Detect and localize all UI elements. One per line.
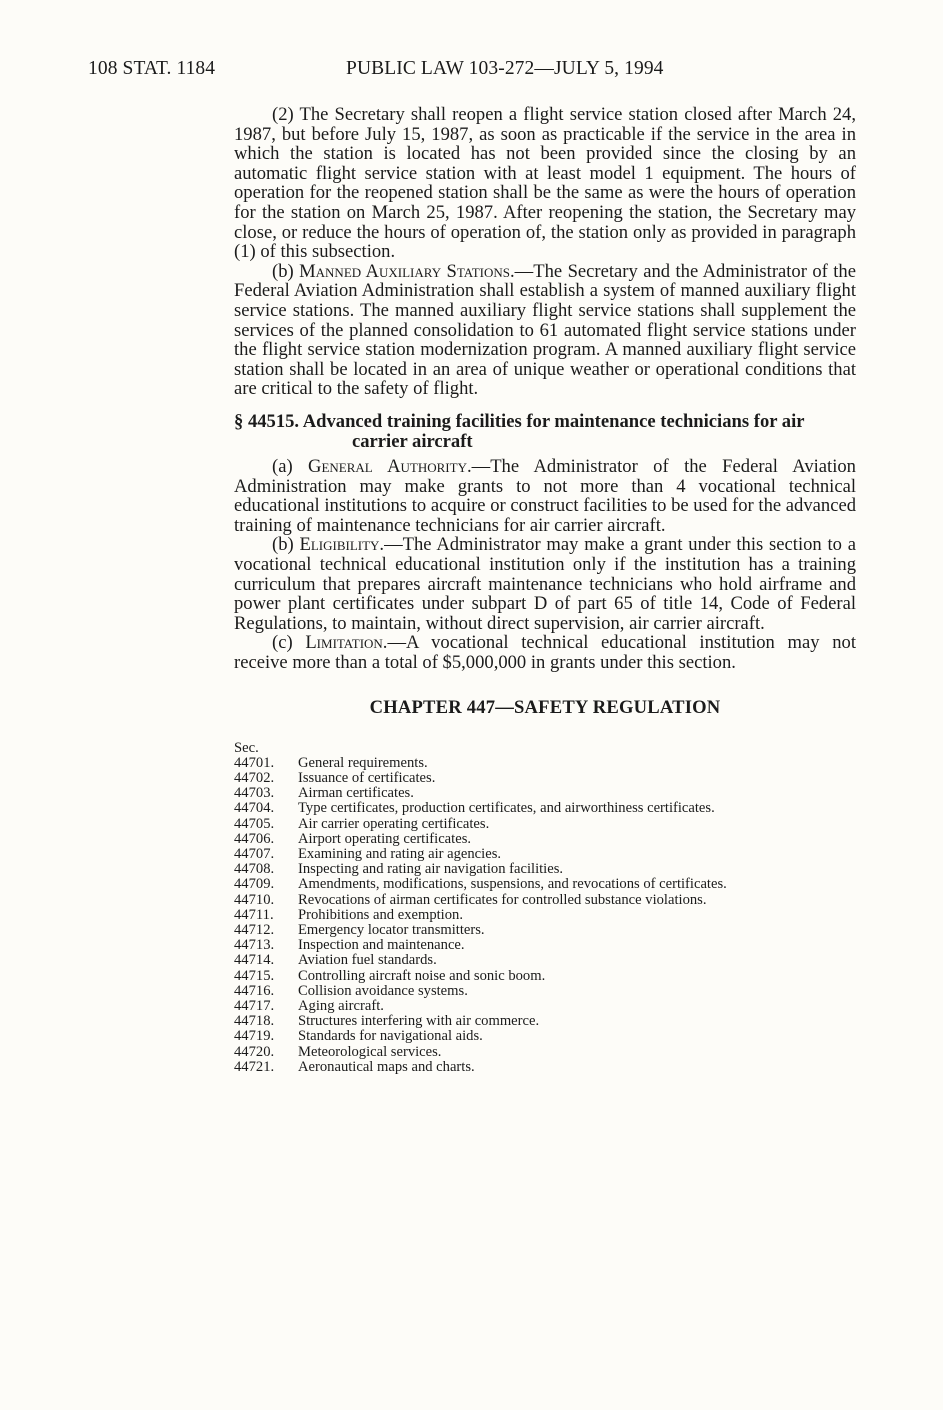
toc-section-number: 44710. (234, 891, 275, 908)
subsection-heading: General Authority. (308, 456, 472, 478)
subsection-heading: Limitation. (305, 632, 388, 654)
toc-section-title: Air carrier operating certificates. (298, 815, 490, 832)
toc-section-number: 44708. (234, 861, 275, 878)
toc-section-title: Standards for navigational aids. (298, 1028, 483, 1045)
toc-section-title: Aeronautical maps and charts. (298, 1058, 475, 1075)
subsection-b-manned-auxiliary (234, 262, 856, 399)
toc-sec-label: Sec. (234, 739, 259, 756)
toc-section-title: Issuance of certificates. (298, 770, 436, 787)
toc-entry (234, 771, 856, 786)
chapter-table-of-contents (234, 741, 856, 1075)
chapter-title: CHAPTER 447—SAFETY REGULATION (369, 696, 721, 718)
toc-section-title: Type certificates, production certificates, and airworthiness certificates. (298, 800, 715, 817)
section-number: § 44515. (234, 410, 300, 432)
toc-entry (234, 1045, 856, 1060)
toc-section-title: Airport operating certificates. (298, 830, 472, 847)
toc-section-title: Collision avoidance systems. (298, 982, 468, 999)
toc-section-number: 44712. (234, 922, 275, 939)
toc-section-number: 44702. (234, 770, 275, 787)
toc-entry (234, 969, 856, 984)
toc-entry (234, 953, 856, 968)
toc-section-title: Structures interfering with air commerce. (298, 1013, 540, 1030)
toc-section-number: 44717. (234, 998, 275, 1015)
toc-entry (234, 893, 856, 908)
subsection-c-limitation (234, 633, 856, 672)
toc-entry (234, 877, 856, 892)
toc-entry (234, 1029, 856, 1044)
toc-section-title: Airman certificates. (298, 785, 414, 802)
toc-section-number: 44718. (234, 1013, 275, 1030)
toc-section-title: Examining and rating air agencies. (298, 846, 502, 863)
toc-section-number: 44711. (234, 906, 274, 923)
toc-entry (234, 847, 856, 862)
toc-entry (234, 999, 856, 1014)
toc-section-title: Amendments, modifications, suspensions, and revocations of certificates. (298, 876, 727, 893)
subsection-heading: Eligibility. (299, 534, 385, 556)
toc-entry (234, 1060, 856, 1075)
subsection-label: (a) (272, 456, 309, 478)
toc-entry (234, 832, 856, 847)
toc-section-number: 44707. (234, 846, 275, 863)
toc-section-title: Aging aircraft. (298, 998, 384, 1015)
toc-section-title: Controlling aircraft noise and sonic boom. (298, 967, 546, 984)
toc-section-title: Inspection and maintenance. (298, 937, 465, 954)
stat-reference: 108 STAT. 1184 (88, 58, 216, 79)
section-title: Advanced training facilities for maintenance technicians for air carrier aircraft (302, 410, 805, 452)
toc-section-number: 44713. (234, 937, 275, 954)
toc-entry (234, 786, 856, 801)
subsection-heading: Manned Auxiliary Stations. (299, 260, 515, 282)
toc-entry (234, 817, 856, 832)
toc-section-number: 44721. (234, 1058, 275, 1075)
toc-section-number: 44715. (234, 967, 275, 984)
toc-section-number: 44703. (234, 785, 275, 802)
toc-section-title: Emergency locator transmitters. (298, 922, 485, 939)
toc-section-number: 44720. (234, 1043, 275, 1060)
subsection-text: —The Administrator may make a grant under this section to a vocational technical educational institution only if the institution has a training curriculum that prepares aircraft maintenance technicians who hold airframe and power plant certificates under subpart D of part 65 of title 14, Code of Federal Regulations, to maintain, without direct supervision, air carrier aircraft. (234, 534, 856, 634)
toc-section-number: 44714. (234, 952, 275, 969)
toc-section-number: 44705. (234, 815, 275, 832)
toc-entry (234, 938, 856, 953)
subsection-label: (b) (272, 534, 300, 556)
toc-entry (234, 756, 856, 771)
subsection-b-eligibility (234, 535, 856, 633)
subsection-text: —The Administrator of the Federal Aviation Administration may make grants to not more than 4 vocational technical educational institutions to acquire or construct facilities to be used for the advanced training of maintenance technicians for air carrier aircraft. (234, 456, 856, 536)
section-heading (234, 412, 856, 451)
main-text (234, 105, 856, 1075)
toc-list (234, 756, 856, 1075)
toc-section-title: Aviation fuel standards. (298, 952, 437, 969)
toc-entry (234, 923, 856, 938)
paragraph-2: (2) The Secretary shall reopen a flight service station closed after March 24, 1987, but before July 15, 1987, as soon as practicable if the service in the area in which the station is located has not been provided since the closing by an automatic flight service station with at least model 1 equipment. The hours of operation for the reopened station shall be the same as were the hours of operation for the station on March 25, 1987. After reopening the station, the Secretary may close, or reduce the hours of operation of, the station only as provided in paragraph (1) of this subsection. (234, 104, 856, 263)
toc-section-number: 44706. (234, 830, 275, 847)
toc-section-title: Inspecting and rating air navigation facilities. (298, 861, 564, 878)
toc-section-title: Meteorological services. (298, 1043, 442, 1060)
toc-section-title: Revocations of airman certificates for controlled substance violations. (298, 891, 707, 908)
subsection-a-general-authority (234, 457, 856, 535)
toc-section-number: 44719. (234, 1028, 275, 1045)
subsection-text: —A vocational technical educational institution may not receive more than a total of $5,000,000 in grants under this section. (234, 632, 856, 674)
toc-section-title: Prohibitions and exemption. (298, 906, 463, 923)
toc-entry (234, 862, 856, 877)
toc-entry (234, 1014, 856, 1029)
subsection-label: (b) (272, 260, 300, 282)
toc-entry (234, 908, 856, 923)
toc-section-number: 44716. (234, 982, 275, 999)
running-header (88, 58, 858, 84)
toc-section-title: General requirements. (298, 754, 428, 771)
toc-entry (234, 984, 856, 999)
public-law-reference: PUBLIC LAW 103-272—JULY 5, 1994 (346, 58, 664, 79)
toc-section-number: 44709. (234, 876, 275, 893)
toc-entry (234, 801, 856, 816)
toc-section-number: 44704. (234, 800, 275, 817)
subsection-text: —The Secretary and the Administrator of the Federal Aviation Administration shall establish a system of manned auxiliary flight service stations. The manned auxiliary flight service stations shall supplement the services of the planned consolidation to 61 automated flight service stations under the flight service station modernization program. A manned auxiliary flight service station shall be located in an area of unique weather or operational conditions that are critical to the safety of flight. (234, 260, 856, 400)
subsection-label: (c) (272, 632, 306, 654)
toc-section-number: 44701. (234, 754, 275, 771)
